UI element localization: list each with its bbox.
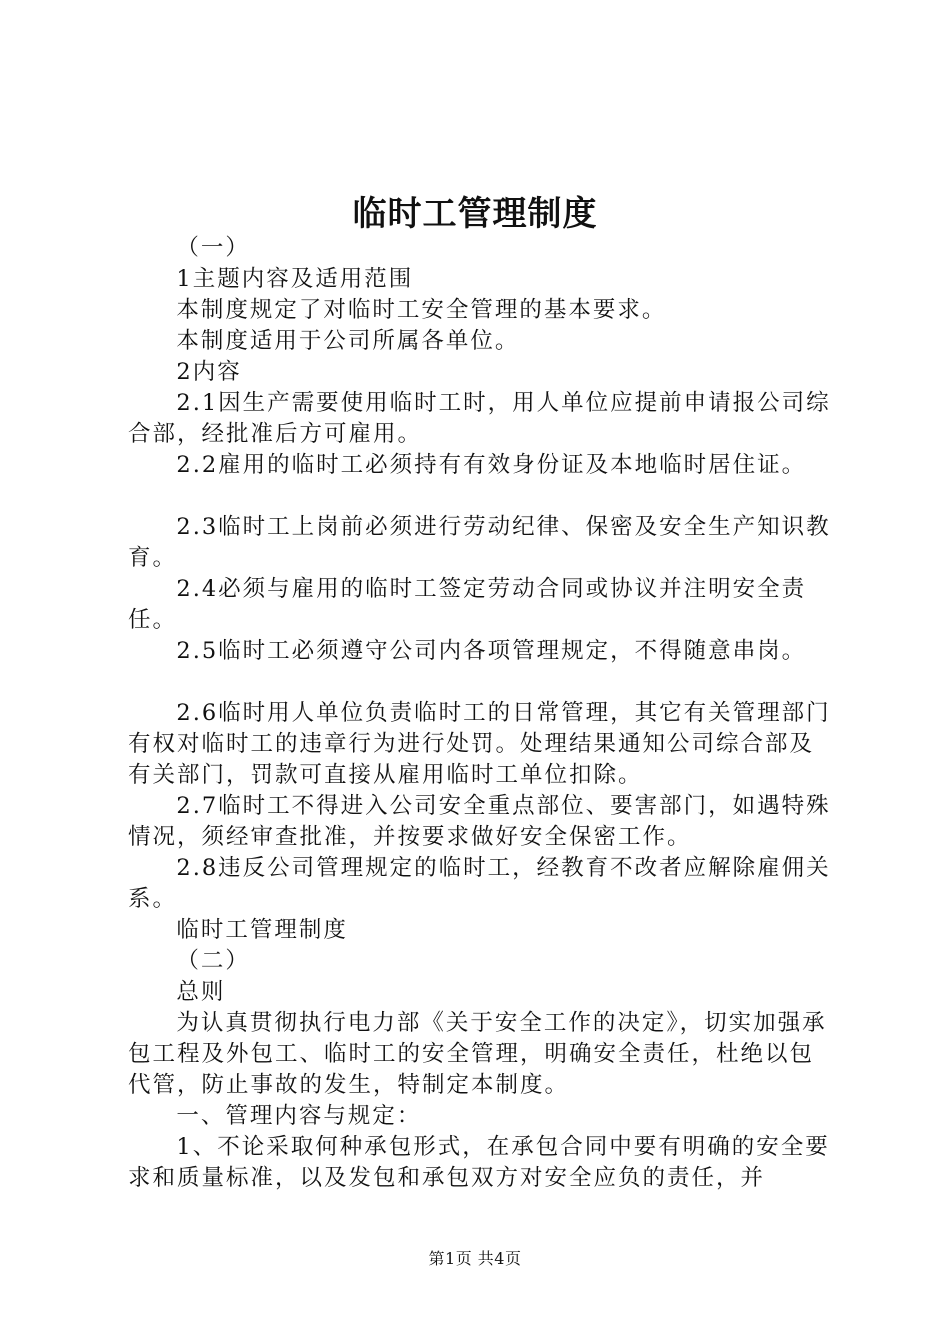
document-title: 临时工管理制度 xyxy=(352,194,598,234)
paragraph: 2.6临时用人单位负责临时工的日常管理，其它有关管理部门有权对临时工的违章行为进行处罚。处理结果通知公司综合部及有关部门，罚款可直接从雇用临时工单位扣除。 xyxy=(128,700,831,788)
paragraph: 2.3临时工上岗前必须进行劳动纪律、保密及安全生产知识教育。 xyxy=(128,514,831,571)
paragraph: 为认真贯彻执行电力部《关于安全工作的决定》，切实加强承包工程及外包工、临时工的安全管理，明确安全责任，杜绝以包代管，防止事故的发生，特制定本制度。 xyxy=(128,1010,827,1098)
paragraph: 本制度适用于公司所属各单位。 xyxy=(176,328,520,354)
paragraph: 2内容 xyxy=(176,359,242,385)
paragraph: 2.7临时工不得进入公司安全重点部位、要害部门，如遇特殊情况，须经审查批准，并按要求做好安全保密工作。 xyxy=(128,793,831,850)
paragraph: 本制度规定了对临时工安全管理的基本要求。 xyxy=(176,297,667,323)
paragraph: （一） xyxy=(176,235,250,261)
page-number-footer: 第1页 共4页 xyxy=(428,1249,522,1268)
paragraph: 2.8违反公司管理规定的临时工，经教育不改者应解除雇佣关系。 xyxy=(128,855,831,912)
paragraph: 总则 xyxy=(176,979,226,1005)
paragraph: 2.4必须与雇用的临时工签定劳动合同或协议并注明安全责任。 xyxy=(128,576,807,633)
paragraph: 1、不论采取何种承包形式，在承包合同中要有明确的安全要求和质量标准，以及发包和承包双方对安全应负的责任，并 xyxy=(128,1134,830,1191)
paragraph: 2.2雇用的临时工必须持有有效身份证及本地临时居住证。 xyxy=(176,452,807,478)
paragraph: 临时工管理制度 xyxy=(176,917,348,943)
paragraph: 2.5临时工必须遵守公司内各项管理规定，不得随意串岗。 xyxy=(176,638,807,664)
paragraph: 一、管理内容与规定： xyxy=(176,1103,422,1129)
paragraph: 2.1因生产需要使用临时工时，用人单位应提前申请报公司综合部，经批准后方可雇用。 xyxy=(128,390,831,447)
paragraph: 1主题内容及适用范围 xyxy=(176,266,414,292)
document-body xyxy=(128,233,836,1194)
paragraph: （二） xyxy=(176,948,250,974)
